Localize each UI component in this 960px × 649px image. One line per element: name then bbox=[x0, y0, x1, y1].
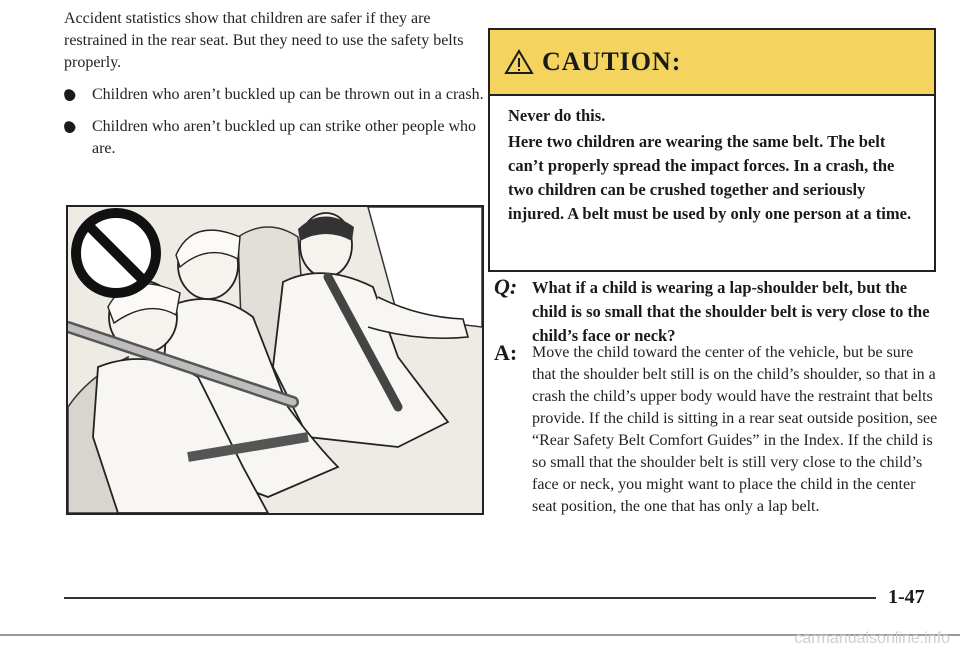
two-children-one-belt-illustration bbox=[66, 205, 484, 515]
warning-triangle-icon bbox=[504, 49, 534, 75]
no-symbol-icon bbox=[76, 213, 156, 293]
caution-title: CAUTION: bbox=[542, 47, 682, 76]
footer-rule bbox=[64, 597, 876, 599]
page-number: 1-47 bbox=[888, 586, 925, 608]
answer-text: Move the child toward the center of the vehicle, but be sure that the shoulder belt still is on the child’s shoulder, so that in a crash the child’s upper body would have the restraint that belts provide. If the child is sitting in a rear seat outside position, see “Rear Safety Belt Comfort Guides” in the Index. If the child is so small that the shoulder belt is still very close to the child’s face or neck, you might want to place the child in the center seat position, the one that has only a lap belt. bbox=[532, 344, 938, 515]
caution-header bbox=[490, 30, 934, 96]
bullet-item bbox=[64, 84, 494, 106]
question-block bbox=[494, 276, 940, 348]
illustration-drawing bbox=[68, 207, 482, 513]
intro-paragraph: Accident statistics show that children are safer if they are restrained in the rear seat. But they need to use the safety belts properly. bbox=[64, 10, 464, 71]
bullet-item bbox=[64, 116, 494, 160]
bullet-text: Children who aren’t buckled up can be thrown out in a crash. bbox=[92, 86, 484, 103]
caution-lead: Never do this. bbox=[508, 106, 606, 125]
bullet-icon bbox=[62, 119, 78, 135]
question-mark-label: Q: bbox=[494, 274, 518, 299]
answer-mark-label: A: bbox=[494, 340, 518, 365]
bullet-icon bbox=[62, 87, 78, 103]
watermark: carmanualsonline.info bbox=[794, 630, 950, 647]
caution-text: Here two children are wearing the same belt. The belt can’t properly spread the impact forces. In a crash, the two children can be crushed together and seriously injured. A belt must be used by only one person at a time. bbox=[508, 132, 912, 223]
bullet-text: Children who aren’t buckled up can strike other people who are. bbox=[92, 118, 477, 157]
caution-box bbox=[488, 28, 936, 272]
caution-body bbox=[490, 96, 934, 226]
question-text: What if a child is wearing a lap-shoulder belt, but the child is so small that the shoulder belt is very close to the child’s face or neck? bbox=[532, 278, 930, 345]
answer-block bbox=[494, 342, 940, 518]
left-column bbox=[64, 8, 494, 170]
